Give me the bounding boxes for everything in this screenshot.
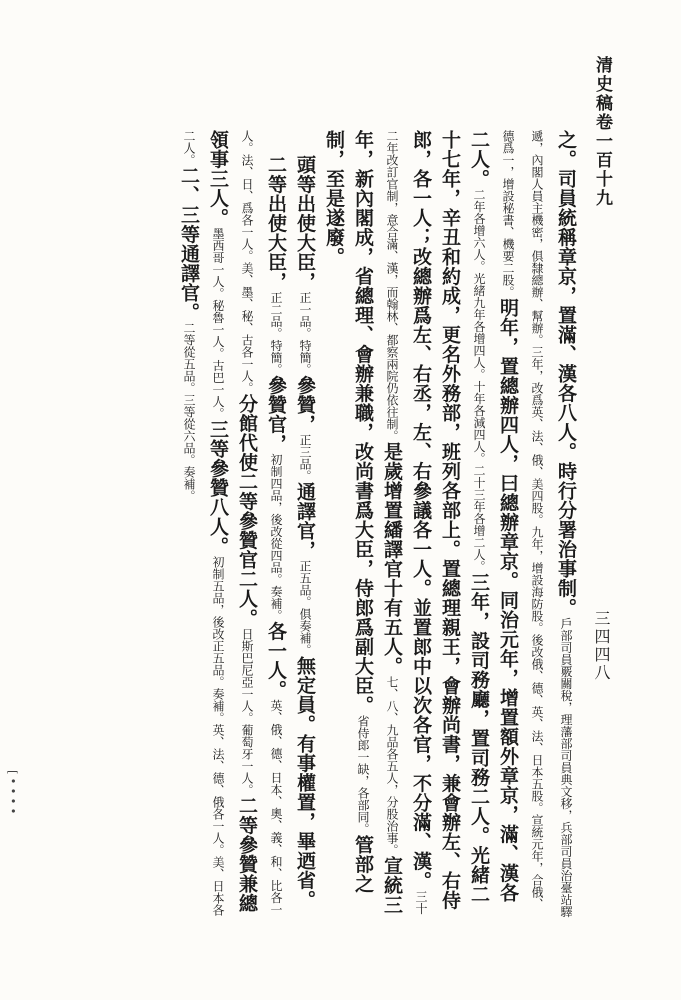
annotation-note: 正五品。俱奏補。 <box>298 559 312 656</box>
paragraph-first-class-envoy <box>290 130 319 920</box>
main-text-segment: 三等參贊八人。 <box>207 419 229 556</box>
margin-marks: [ • • • • <box>6 770 19 815</box>
annotation-note: 二等從五品。三等從六品。奏補。 <box>182 322 196 502</box>
main-text-segment: 無定員。有事權置，畢迺省。 <box>294 655 316 910</box>
main-text-segment: 三年，設司務廳，置司務二人。光緒二十七年，辛丑和約成，更名外務部，班列各部上。置總理親王，會辦尚書，兼會辦左、右侍郎，各一人；改總辦爲左、右丞，左、右參議各一人。並置郎中以次各官，不分滿、漢。 <box>410 130 490 910</box>
annotation-note: 正三品。 <box>298 433 312 482</box>
annotation-note: 正二品。特簡。 <box>269 291 283 376</box>
annotation-note: 二年各增六人。光緒九年各增四人。十年各減四人。二十三年各增二人。 <box>472 188 486 573</box>
main-text-segment: 參贊， <box>294 375 316 434</box>
main-text-segment: 通譯官， <box>294 481 316 560</box>
running-header: 清史稿卷一百十九 <box>592 56 612 208</box>
annotation-note: 墨西哥一人。秘魯一人。古巴一人。 <box>211 227 225 420</box>
annotation-note: 初制五品，後改正五品。奏補。英、法、德、俄各一人。美、日本各二人。 <box>182 130 225 916</box>
main-text-segment: 分館代使二等參贊官二人。 <box>236 394 258 628</box>
main-text-segment: 是歲增置繙譯官十有五人。 <box>381 442 403 676</box>
main-text-segment: 管部之制，至是遂廢。 <box>323 130 374 894</box>
main-text-segment: 參贊官， <box>265 375 287 454</box>
main-text-segment: 明年，置總辦四人，曰總辦章京。同治元年，增置額外章京，滿、漢各二人。 <box>468 130 519 903</box>
annotation-note: 戶部司員覈關稅，理藩部司員典文移，兵部司員治臺站驛遞，內閣人員主機密，俱隸總辦、幫辦。三年，改爲英、法、俄、美四股。九年，增設海防股。後改俄、德、英、法、日本五股。宣統元年，合俄、德爲一，增設秘書、機要二股。 <box>501 130 573 918</box>
annotation-note: 英、俄、德、日本、奧、義、和、比各一人。法、日、爲各一人。美、墨、秘、古各一人。 <box>240 130 283 916</box>
main-text-segment: 各一人。 <box>265 621 287 700</box>
main-text-segment: 頭等出使大臣， <box>294 154 316 292</box>
main-text-block <box>100 130 580 920</box>
page-number: 三四四八 <box>592 610 611 682</box>
paragraph-second-class-envoy <box>174 130 290 920</box>
main-text-segment: 二等出使大臣， <box>265 154 287 292</box>
main-text-segment: 二等參贊兼總領事三人。 <box>207 130 258 913</box>
main-text-segment: 之。司員統稱章京，置滿、漢各八人。時行分署治事制。 <box>555 130 577 618</box>
annotation-note: 正一品。特簡。 <box>298 291 312 376</box>
annotation-note: 七、八、九品各五人，分股治事。 <box>385 676 399 856</box>
annotation-note: 日斯巴尼亞一人。葡萄牙一人。 <box>240 628 254 796</box>
main-text-segment: 二、三等通譯官。 <box>178 166 200 322</box>
paragraph-foreign-office <box>319 130 580 920</box>
main-text-segment: 宣統三年，新內閣成，省總理、會辦兼職，改尚書爲大臣，侍郎爲副大臣。 <box>352 130 403 915</box>
annotation-note: 三十二年改訂官制，意合滿、漢，而翰林、都察兩院仍依往制。 <box>385 130 428 915</box>
annotation-note: 初制四品，後改從四品。奏補。 <box>269 453 283 622</box>
annotation-note: 省侍郎一缺，各部同。 <box>356 715 370 835</box>
